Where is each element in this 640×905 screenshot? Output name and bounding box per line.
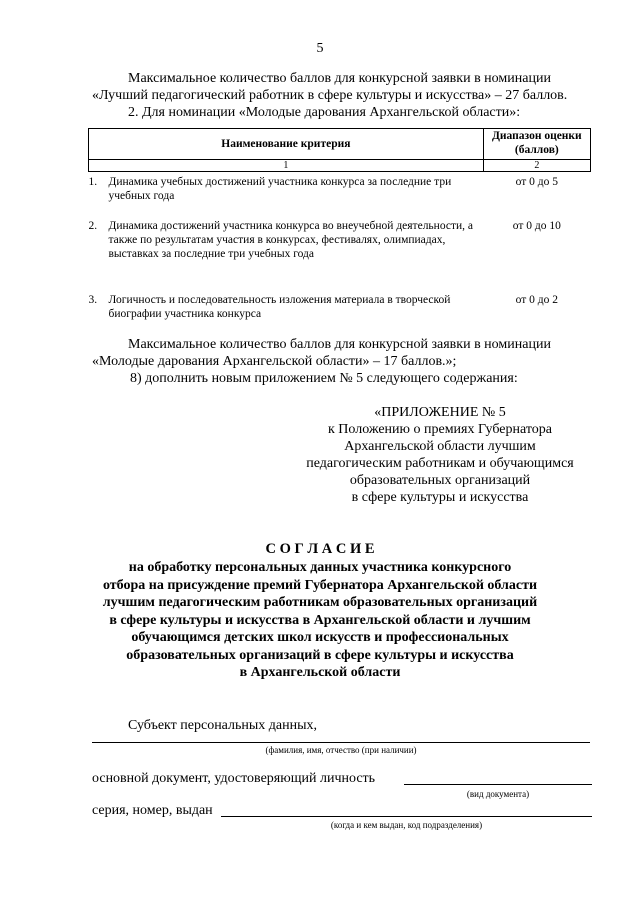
row-criterion: Логичность и последовательность изложения материала в творческой биографии участника конкурса <box>108 294 451 320</box>
series-line[interactable] <box>221 816 592 817</box>
subject-label: Субъект персональных данных, <box>128 718 318 733</box>
consent-subtitle-line: лучшим педагогическим работникам образовательных организаций <box>102 595 538 610</box>
row-number: 2. <box>88 220 98 232</box>
max-score-paragraph-line1: Максимальное количество баллов для конкурсной заявки в номинации <box>128 71 551 86</box>
consent-subtitle-line: образовательных организаций в сфере культуры и искусства <box>126 647 514 663</box>
consent-subtitle-line: в сфере культуры и искусства в Архангельской области и лучшим <box>109 612 531 628</box>
row-range: от 0 до 5 <box>515 176 559 188</box>
criteria-table <box>88 128 591 321</box>
page-number: 5 <box>316 41 324 56</box>
table-number-row <box>89 160 591 172</box>
document-label: основной документ, удостоверяющий личность <box>92 771 376 786</box>
appendix-line: в сфере культуры и искусства <box>351 490 529 505</box>
header-criteria: Наименование критерия <box>89 129 484 160</box>
consent-subtitle-line: обучающимся детских школ искусств и профессиональных <box>131 630 509 645</box>
appendix-line: Архангельской области лучшим <box>344 439 536 454</box>
max-score-paragraph2-line2: «Молодые дарования Архангельской области» – 17 баллов.»; <box>92 354 457 369</box>
nomination-heading: 2. Для номинации «Молодые дарования Архангельской области»: <box>128 105 521 120</box>
col2-number: 2 <box>483 160 590 172</box>
consent-subtitle <box>0 559 640 682</box>
consent-subtitle-line: отбора на присуждение премий Губернатора Архангельской области <box>102 577 538 593</box>
row-number: 1. <box>88 176 98 188</box>
subject-hint: (фамилия, имя, отчество (при наличии) <box>265 745 417 755</box>
document-hint: (вид документа) <box>466 789 530 799</box>
appendix-line: к Положению о премиях Губернатора <box>327 422 553 437</box>
appendix-line: образовательных организаций <box>349 473 531 488</box>
amendment-item: 8) дополнить новым приложением № 5 следующего содержания: <box>130 371 518 386</box>
series-label: серия, номер, выдан <box>92 803 213 818</box>
table-row <box>89 172 591 220</box>
consent-title: С О Г Л А С И Е <box>265 541 375 557</box>
series-hint: (когда и кем выдан, код подразделения) <box>330 820 483 830</box>
appendix-line: «ПРИЛОЖЕНИЕ № 5 <box>374 405 506 420</box>
appendix-line: педагогическим работникам и обучающимся <box>306 456 574 471</box>
consent-subtitle-line: на обработку персональных данных участника конкурсного <box>128 560 512 575</box>
table-row <box>89 293 591 321</box>
table-row <box>89 219 591 293</box>
document-type-line[interactable] <box>404 784 592 785</box>
col1-number: 1 <box>89 160 484 172</box>
consent-subtitle-line: в Архангельской области <box>239 665 401 680</box>
appendix-heading <box>290 404 590 506</box>
header-range: Диапазон оценки (баллов) <box>483 129 590 160</box>
row-criterion: Динамика достижений участника конкурса во внеучебной деятельности, а также по результатам участия в конкурсах, фестивалях, олимпиадах, выставках за последние три учебных года <box>108 220 474 260</box>
row-criterion: Динамика учебных достижений участника конкурса за последние три учебных года <box>108 176 452 202</box>
row-range: от 0 до 10 <box>512 220 561 232</box>
max-score-paragraph2-line1: Максимальное количество баллов для конкурсной заявки в номинации <box>128 337 551 352</box>
subject-name-line[interactable] <box>92 742 590 743</box>
row-range: от 0 до 2 <box>515 294 559 306</box>
row-number: 3. <box>88 294 98 306</box>
table-header-row <box>89 129 591 160</box>
max-score-paragraph-line2: «Лучший педагогический работник в сфере культуры и искусства» – 27 баллов. <box>92 88 568 103</box>
